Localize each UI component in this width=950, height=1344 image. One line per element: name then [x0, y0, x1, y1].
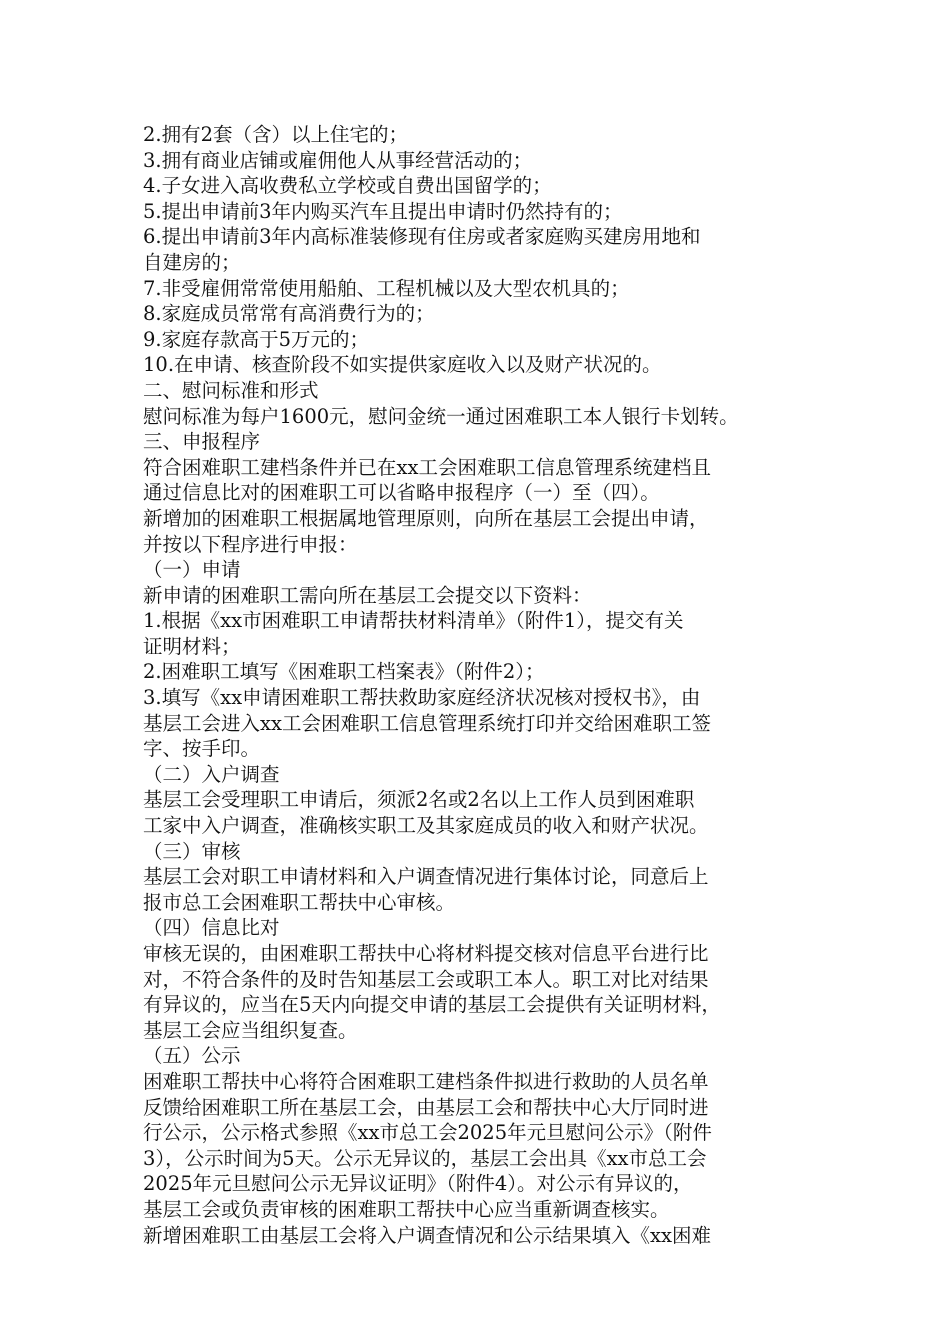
text-line: 6.提出申请前3年内高标准装修现有住房或者家庭购买建房用地和 — [143, 225, 701, 249]
text-line: 工家中入户调查，准确核实职工及其家庭成员的收入和财产状况。 — [143, 814, 709, 838]
text-line: 基层工会或负责审核的困难职工帮扶中心应当重新调查核实。 — [143, 1197, 670, 1221]
text-line: 新申请的困难职工需向所在基层工会提交以下资料： — [143, 583, 592, 607]
text-line: 2025年元旦慰问公示无异议证明》（附件4）。对公示有异议的， — [143, 1172, 693, 1196]
text-line: 2.困难职工填写《困难职工档案表》（附件2）； — [143, 660, 545, 684]
text-line: 9.家庭存款高于5万元的； — [143, 327, 370, 351]
text-line: 10.在申请、核查阶段不如实提供家庭收入以及财产状况的。 — [143, 353, 662, 377]
text-line: 3.填写《xx申请困难职工帮扶救助家庭经济状况核对授权书》，由 — [143, 686, 701, 710]
text-line: 1.根据《xx市困难职工申请帮扶材料清单》（附件1），提交有关 — [143, 609, 684, 633]
text-line: 有异议的，应当在5天内向提交申请的基层工会提供有关证明材料， — [143, 993, 721, 1017]
text-line: 审核无误的，由困难职工帮扶中心将材料提交核对信息平台进行比 — [143, 942, 709, 965]
text-line: 自建房的； — [143, 250, 241, 274]
text-line: 基层工会受理职工申请后，须派2名或2名以上工作人员到困难职 — [143, 788, 695, 812]
text-line: 基层工会应当组织复查。 — [143, 1018, 358, 1042]
text-line: 基层工会进入xx工会困难职工信息管理系统打印并交给困难职工签 — [143, 711, 711, 735]
section-heading: 三、申报程序 — [143, 430, 261, 454]
section-heading: 二、慰问标准和形式 — [143, 378, 319, 402]
subsection-heading: （四）信息比对 — [143, 916, 280, 940]
subsection-heading: （二）入户调查 — [143, 762, 280, 786]
subsection-heading: （五）公示 — [143, 1044, 241, 1068]
text-line: 新增困难职工由基层工会将入户调查情况和公示结果填入《xx困难 — [143, 1223, 711, 1247]
document-body — [143, 122, 823, 1248]
subsection-heading: （一）申请 — [143, 558, 241, 582]
text-line: 对，不符合条件的及时告知基层工会或职工本人。职工对比对结果 — [143, 967, 709, 991]
text-line: 新增加的困难职工根据属地管理原则，向所在基层工会提出申请， — [143, 506, 709, 530]
text-line: 2.拥有2套（含）以上住宅的； — [143, 123, 409, 146]
text-line: 符合困难职工建档条件并已在xx工会困难职工信息管理系统建档且 — [143, 455, 711, 479]
text-line: 基层工会对职工申请材料和入户调查情况进行集体讨论，同意后上 — [143, 865, 709, 889]
text-line: 5.提出申请前3年内购买汽车且提出申请时仍然持有的； — [143, 199, 623, 223]
text-line: 证明材料； — [143, 634, 241, 658]
subsection-heading: （三）审核 — [143, 839, 241, 863]
text-line: 报市总工会困难职工帮扶中心审核。 — [143, 890, 456, 914]
text-line: 8.家庭成员常常有高消费行为的； — [143, 302, 435, 326]
text-line: 7.非受雇佣常常使用船舶、工程机械以及大型农机具的； — [143, 276, 630, 300]
text-line: 并按以下程序进行申报： — [143, 532, 358, 556]
text-line: 3），公示时间为5天。公示无异议的，基层工会出具《xx市总工会 — [143, 1146, 707, 1170]
text-line: 反馈给困难职工所在基层工会，由基层工会和帮扶中心大厅同时进 — [143, 1095, 709, 1119]
text-line: 字、按手印。 — [143, 737, 261, 761]
text-line: 通过信息比对的困难职工可以省略申报程序（一）至（四）。 — [143, 481, 660, 505]
text-line: 困难职工帮扶中心将符合困难职工建档条件拟进行救助的人员名单 — [143, 1069, 709, 1093]
text-line: 行公示，公示格式参照《xx市总工会2025年元旦慰问公示》（附件 — [143, 1121, 712, 1145]
text-line: 慰问标准为每户1600元，慰问金统一通过困难职工本人银行卡划转。 — [143, 404, 739, 428]
text-line: 4.子女进入高收费私立学校或自费出国留学的； — [143, 174, 552, 198]
text-line: 3.拥有商业店铺或雇佣他人从事经营活动的； — [143, 148, 533, 172]
